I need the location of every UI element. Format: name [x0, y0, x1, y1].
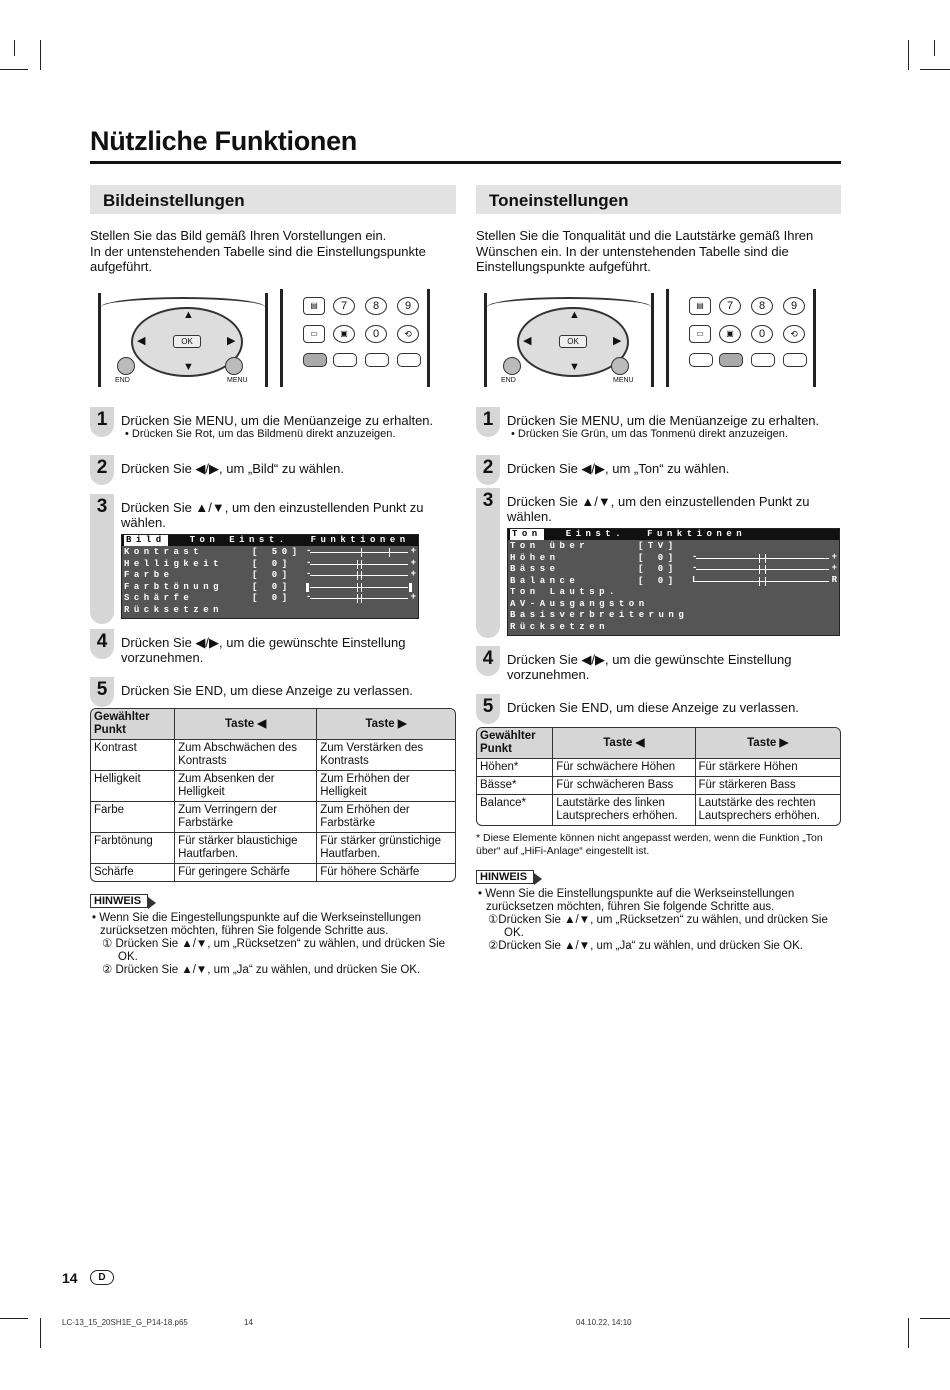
table-header: Taste ◀	[552, 728, 694, 759]
settings-table	[476, 727, 841, 826]
osd-value: [ 0]	[638, 564, 678, 575]
remote-keypad	[280, 289, 430, 387]
table-cell: Balance*	[477, 794, 552, 825]
remote-body	[484, 293, 654, 387]
table-cell: Für höhere Schärfe	[316, 863, 455, 881]
table-header: Gewählter Punkt	[477, 728, 552, 759]
osd-label: Kontrast	[124, 547, 204, 558]
osd-label: Schärfe	[124, 593, 194, 604]
crop-mark	[908, 40, 909, 70]
table-cell: Für stärkeren Bass	[695, 776, 840, 794]
step-number: 3	[90, 494, 114, 624]
key-8: 8	[751, 297, 773, 315]
osd-row	[124, 570, 416, 582]
menu-label: MENU	[613, 376, 634, 384]
osd-slider-knob	[357, 560, 358, 569]
table-cell: Zum Verringern der Farbstärke	[174, 801, 316, 832]
step-text: Drücken Sie MENU, um die Menüanzeige zu erhalten.	[507, 412, 820, 428]
crop-mark	[920, 1318, 950, 1319]
remote-body	[98, 293, 268, 387]
osd-menu-bild	[121, 534, 419, 620]
step-text: Drücken Sie ◀/▶, um die gewünschte Einstellung vorzunehmen.	[121, 635, 406, 666]
osd-row	[510, 599, 837, 611]
step-number: 2	[476, 455, 500, 485]
end-button	[117, 357, 135, 375]
hinweis-note	[476, 888, 841, 953]
osd-row	[510, 564, 837, 576]
key-9: 9	[397, 297, 419, 315]
table-cell: Zum Abschwächen des Kontrasts	[174, 740, 316, 770]
language-badge: D	[90, 1270, 114, 1285]
table-cell: Zum Erhöhen der Farbstärke	[316, 801, 455, 832]
green-button	[719, 353, 743, 367]
key-9: 9	[783, 297, 805, 315]
step-subtext: • Drücken Sie Rot, um das Bildmenü direkt anzuzeigen.	[125, 427, 396, 440]
osd-row	[124, 582, 416, 594]
osd-value: [ 0]	[252, 570, 292, 581]
page-title: Nützliche Funktionen	[90, 126, 357, 156]
picture-icon: ▣	[333, 325, 355, 343]
table-cell: Zum Verstärken des Kontrasts	[316, 740, 455, 770]
table-header: Gewählter Punkt	[91, 709, 174, 740]
osd-slider-knob	[759, 554, 760, 563]
osd-slider: - +	[692, 563, 837, 574]
osd-tab-bar	[508, 529, 839, 541]
key-7: 7	[719, 297, 741, 315]
osd-slider-knob	[389, 548, 390, 557]
picture-icon: ▣	[719, 325, 741, 343]
osd-value: [TV]	[638, 541, 678, 552]
step-text: Drücken Sie ◀/▶, um „Ton“ zu wählen.	[507, 460, 730, 476]
osd-label: Helligkeit	[124, 558, 224, 569]
osd-tab: Funktionen	[647, 528, 747, 539]
crop-mark	[0, 69, 28, 70]
osd-row	[510, 576, 837, 588]
step-list	[476, 407, 841, 716]
crop-mark	[920, 69, 950, 70]
hinweis-label: HINWEIS	[476, 870, 534, 884]
end-label: END	[115, 376, 130, 384]
flashback-icon: ⟲	[397, 325, 419, 343]
osd-row	[124, 593, 416, 605]
teletext-icon: ▤	[303, 297, 325, 315]
step	[90, 407, 456, 441]
section-intro: Stellen Sie das Bild gemäß Ihren Vorstellungen ein. In der untenstehenden Tabelle sind die Einstellungspunkte aufgeführt.	[90, 228, 426, 275]
step-text: Drücken Sie MENU, um die Menüanzeige zu erhalten.	[121, 412, 434, 428]
end-button	[503, 357, 521, 375]
table-row	[91, 801, 455, 832]
table-cell: Lautstärke des rechten Lautsprechers erhöhen.	[695, 794, 840, 825]
table-cell: Helligkeit	[91, 770, 174, 801]
osd-slider-knob	[357, 583, 358, 592]
step-text: Drücken Sie ▲/▼, um den einzustellenden Punkt zu wählen.	[507, 493, 810, 524]
step	[476, 694, 841, 718]
down-arrow-icon: ▼	[183, 360, 194, 373]
table-row	[477, 759, 840, 776]
table-cell: Zum Absenken der Helligkeit	[174, 770, 316, 801]
osd-row	[510, 610, 837, 622]
right-arrow-icon: ▶	[613, 334, 622, 347]
ok-button: OK	[559, 335, 587, 348]
menu-button	[225, 357, 243, 375]
osd-slider: - +	[306, 557, 416, 568]
ok-button: OK	[173, 335, 201, 348]
osd-value: [ 0]	[252, 593, 292, 604]
osd-slider-knob	[759, 577, 760, 586]
crop-mark	[934, 40, 935, 56]
menu-button	[611, 357, 629, 375]
step	[90, 455, 456, 476]
end-label: END	[501, 376, 516, 384]
osd-value: [ 0]	[638, 575, 678, 586]
table-row	[91, 770, 455, 801]
osd-slider: L R	[692, 574, 837, 585]
osd-slider-knob	[357, 571, 358, 580]
osd-value: [ 0]	[638, 552, 678, 563]
table-cell: Für geringere Schärfe	[174, 863, 316, 881]
table-cell: Bässe*	[477, 776, 552, 794]
step-text: Drücken Sie END, um diese Anzeige zu verlassen.	[121, 683, 413, 699]
menu-label: MENU	[227, 376, 248, 384]
crop-mark	[0, 1318, 28, 1319]
step-number: 4	[476, 646, 500, 676]
step-number: 3	[476, 488, 500, 638]
table-cell: Schärfe	[91, 863, 174, 881]
yellow-button	[751, 353, 775, 367]
osd-label: Bässe	[510, 564, 560, 575]
table-cell: Farbtönung	[91, 832, 174, 863]
note-step: ① Drücken Sie ▲/▼, um „Rücksetzen“ zu wählen, und drücken Sie OK.	[102, 938, 446, 964]
table-header: Taste ◀	[174, 709, 316, 740]
note-bullet: • Wenn Sie die Eingestellungspunkte auf die Werkseinstellungen zurücksetzen möchten, führen Sie folgende Schritte aus.	[92, 912, 422, 938]
page-number: 14	[62, 1270, 78, 1286]
osd-row	[124, 605, 416, 617]
green-button	[333, 353, 357, 367]
section-heading: Bildeinstellungen	[90, 185, 456, 214]
table-row	[91, 863, 455, 881]
title-rule	[90, 161, 841, 164]
osd-value: [ 0]	[252, 558, 292, 569]
note-step: ②Drücken Sie ▲/▼, um „Ja“ zu wählen, und drücken Sie OK.	[488, 940, 803, 953]
table-row	[477, 794, 840, 825]
step-number: 5	[90, 677, 114, 707]
red-button	[689, 353, 713, 367]
crop-mark	[40, 40, 41, 70]
step	[476, 646, 841, 682]
osd-row	[510, 541, 837, 553]
right-arrow-icon: ▶	[227, 334, 236, 347]
step	[90, 629, 456, 665]
remote-illustration	[90, 287, 456, 395]
step-number: 2	[90, 455, 114, 485]
osd-label: Farbtönung	[124, 581, 224, 592]
table-cell: Für stärkere Höhen	[695, 759, 840, 776]
left-arrow-icon: ◀	[137, 334, 146, 347]
table-row	[91, 740, 455, 770]
table-cell: Für stärker grünstichige Hautfarben.	[316, 832, 455, 863]
step-text: Drücken Sie ◀/▶, um die gewünschte Einstellung vorzunehmen.	[507, 652, 792, 683]
osd-slider-knob	[357, 594, 358, 603]
settings-table	[90, 708, 456, 882]
osd-label: Rücksetzen	[124, 604, 224, 615]
table-cell: Für schwächere Höhen	[552, 759, 694, 776]
table-row	[477, 776, 840, 794]
remote-illustration	[476, 287, 841, 395]
note-step: ①Drücken Sie ▲/▼, um „Rücksetzen“ zu wählen, und drücken Sie OK.	[488, 914, 828, 940]
osd-tab: Bild	[126, 534, 166, 545]
osd-value: [ 50]	[252, 547, 302, 558]
osd-tab: Ton Einst.	[189, 534, 289, 545]
red-button	[303, 353, 327, 367]
crop-mark	[908, 1318, 909, 1348]
osd-slider-knob	[759, 565, 760, 574]
table-cell: Farbe	[91, 801, 174, 832]
up-arrow-icon: ▲	[569, 308, 580, 321]
crop-mark	[40, 1318, 41, 1348]
crop-mark	[14, 40, 15, 56]
osd-label: Rücksetzen	[510, 621, 610, 632]
section-bildeinstellungen	[90, 185, 456, 977]
osd-label: Ton Lautsp.	[510, 587, 619, 598]
osd-label: Ton über	[510, 541, 590, 552]
section-intro: Stellen Sie die Tonqualität und die Lautstärke gemäß Ihren Wünschen ein. In der untenstehenden Tabelle sind die Einstellungspunkte aufgeführt.	[476, 228, 814, 275]
note-bullet: • Wenn Sie die Einstellungspunkte auf die Werkseinstellungen zurücksetzen möchten, führen Sie folgende Schritte aus.	[478, 888, 795, 914]
table-cell: Für schwächeren Bass	[552, 776, 694, 794]
table-row	[91, 832, 455, 863]
subtitle-icon: ▭	[689, 325, 711, 343]
osd-label: Balance	[510, 575, 580, 586]
table-header: Taste ▶	[316, 709, 455, 740]
up-arrow-icon: ▲	[183, 308, 194, 321]
osd-row	[124, 559, 416, 571]
teletext-icon: ▤	[689, 297, 711, 315]
subtitle-icon: ▭	[303, 325, 325, 343]
osd-tab: Funktionen	[310, 534, 410, 545]
table-cell: Höhen*	[480, 761, 519, 774]
osd-slider: - +	[306, 569, 416, 580]
table-cell: Kontrast	[94, 742, 137, 755]
step	[476, 488, 841, 637]
step-text: Drücken Sie ▲/▼, um den einzustellenden Punkt zu wählen.	[121, 499, 424, 530]
step-number: 1	[90, 407, 114, 437]
step-number: 5	[476, 694, 500, 724]
osd-label: AV-Ausgangston	[510, 598, 649, 609]
osd-slider	[306, 582, 416, 594]
table-cell: Für stärker blaustichige Hautfarben.	[174, 832, 316, 863]
key-8: 8	[365, 297, 387, 315]
hinweis-label: HINWEIS	[90, 894, 148, 908]
hinweis-note	[90, 912, 456, 977]
step	[90, 677, 456, 701]
osd-slider: - +	[306, 592, 416, 603]
key-7: 7	[333, 297, 355, 315]
section-heading: Toneinstellungen	[476, 185, 841, 214]
osd-slider: - +	[306, 546, 416, 557]
osd-row	[510, 587, 837, 599]
down-arrow-icon: ▼	[569, 360, 580, 373]
osd-value: [ 0]	[252, 581, 292, 592]
osd-label: Farbe	[124, 570, 174, 581]
step	[476, 407, 841, 441]
osd-row	[124, 547, 416, 559]
osd-row	[510, 553, 837, 565]
remote-keypad	[666, 289, 816, 387]
osd-menu-ton	[507, 528, 840, 637]
footer-page: 14	[244, 1318, 253, 1327]
osd-tab-bar	[122, 535, 418, 547]
blue-button	[783, 353, 807, 367]
blue-button	[397, 353, 421, 367]
table-cell: Lautstärke des linken Lautsprechers erhöhen.	[552, 794, 694, 825]
step	[476, 455, 841, 476]
step	[90, 494, 456, 620]
flashback-icon: ⟲	[783, 325, 805, 343]
table-cell: Zum Erhöhen der Helligkeit	[316, 770, 455, 801]
osd-tab: Ton	[512, 528, 542, 539]
step-subtext: • Drücken Sie Grün, um das Tonmenü direkt anzuzeigen.	[511, 427, 788, 440]
key-0: 0	[365, 325, 387, 343]
osd-tab: Einst.	[565, 528, 626, 539]
yellow-button	[365, 353, 389, 367]
step-text: Drücken Sie ◀/▶, um „Bild“ zu wählen.	[121, 460, 345, 476]
key-0: 0	[751, 325, 773, 343]
left-arrow-icon: ◀	[523, 334, 532, 347]
step-list	[90, 407, 456, 699]
note-step: ② Drücken Sie ▲/▼, um „Ja“ zu wählen, und drücken Sie OK.	[102, 964, 421, 977]
step-text: Drücken Sie END, um diese Anzeige zu verlassen.	[507, 700, 799, 716]
osd-label: Höhen	[510, 552, 560, 563]
footer-date: 04.10.22, 14:10	[576, 1318, 632, 1327]
osd-label: Basisverbreiterung	[510, 610, 689, 621]
step-number: 1	[476, 407, 500, 437]
osd-row	[510, 622, 837, 634]
osd-slider: - +	[692, 551, 837, 562]
footer-file: LC-13_15_20SH1E_G_P14-18.p65	[62, 1318, 188, 1327]
section-toneinstellungen	[476, 185, 841, 953]
table-header: Taste ▶	[695, 728, 840, 759]
footnote: * Diese Elemente können nicht angepasst werden, wenn die Funktion „Ton über“ auf „HiFi-Anlage“ eingestellt ist.	[476, 832, 823, 858]
step-number: 4	[90, 629, 114, 659]
